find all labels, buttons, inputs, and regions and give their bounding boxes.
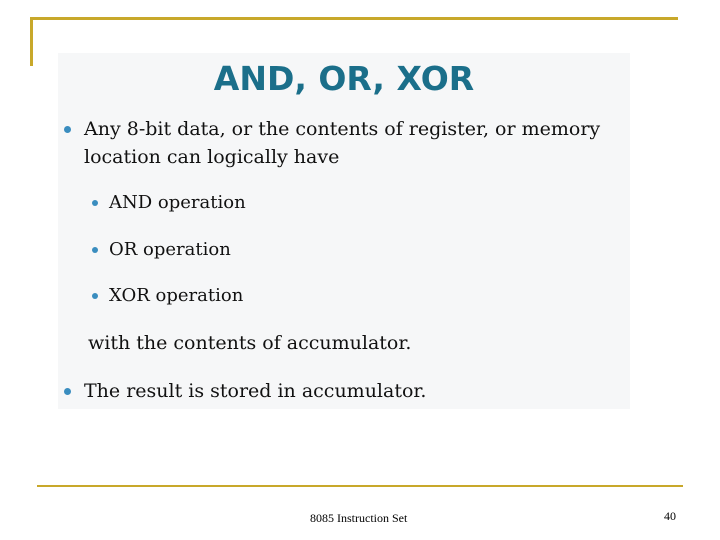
bullet-dot-icon bbox=[92, 200, 98, 206]
bullet-item bbox=[84, 377, 426, 405]
top-rule bbox=[30, 17, 678, 20]
bullet-item bbox=[84, 115, 624, 171]
bullet-dot-icon bbox=[92, 247, 98, 253]
left-rule bbox=[30, 17, 33, 66]
page-number: 40 bbox=[664, 509, 676, 523]
sub-bullet-item bbox=[109, 284, 243, 308]
footer-text: 8085 Instruction Set bbox=[310, 511, 408, 525]
sub-bullet-item bbox=[109, 238, 231, 262]
bullet-text: Any 8-bit data, or the contents of register, or memory location can logically have bbox=[84, 118, 601, 168]
sub-bullet-text: XOR operation bbox=[109, 285, 244, 306]
bullet-dot-icon bbox=[92, 293, 98, 299]
sub-bullet-item bbox=[109, 191, 246, 215]
bottom-rule bbox=[37, 485, 683, 487]
continuation-text: with the contents of accumulator. bbox=[88, 332, 412, 354]
sub-bullet-text: OR operation bbox=[109, 239, 231, 260]
bullet-dot-icon bbox=[64, 126, 71, 133]
slide-title: AND, OR, XOR bbox=[213, 59, 475, 98]
sub-bullet-text: AND operation bbox=[109, 192, 246, 213]
slide-content-image bbox=[58, 53, 630, 409]
bullet-text: The result is stored in accumulator. bbox=[84, 380, 427, 402]
bullet-dot-icon bbox=[64, 388, 71, 395]
